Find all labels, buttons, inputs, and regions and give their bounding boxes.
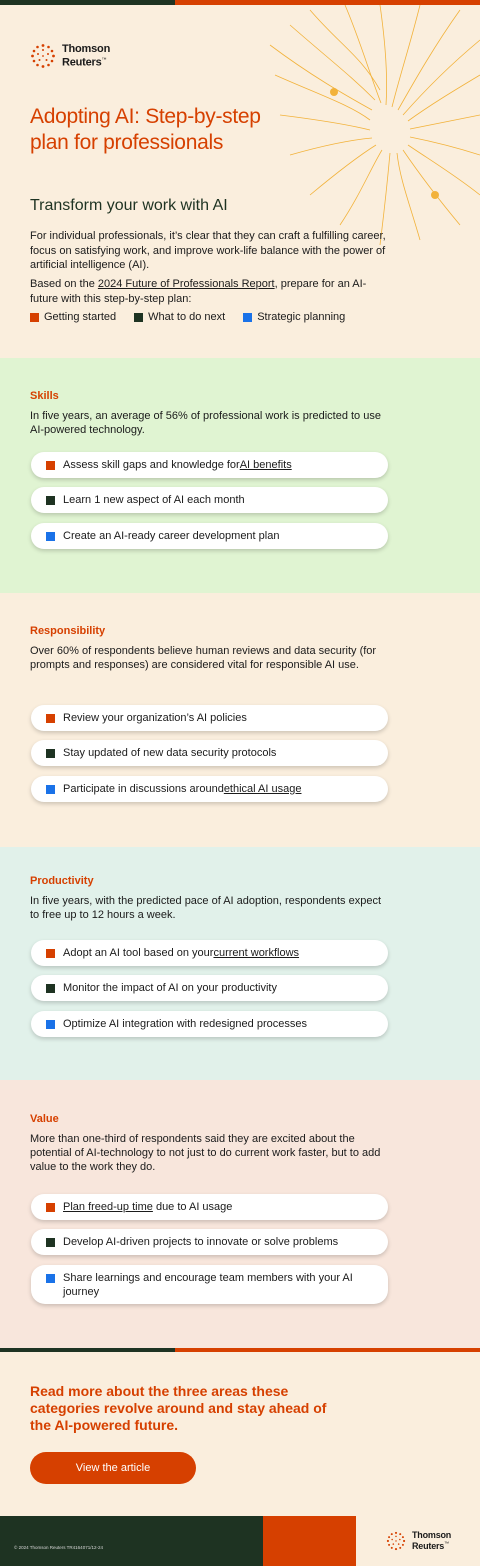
legend-item-getting-started: Getting started (30, 311, 116, 323)
dark-square-icon (134, 313, 143, 322)
legend (30, 311, 345, 323)
productivity-step-1[interactable]: Adopt an AI tool based on your current workflows (31, 940, 388, 966)
footer-logo-panel (356, 1516, 480, 1566)
blue-square-icon (46, 1274, 55, 1283)
plan-freed-up-time-link[interactable]: Plan freed-up time (63, 1201, 153, 1213)
responsibility-section (0, 593, 480, 847)
skills-description: In five years, an average of 56% of professional work is predicted to use AI-powered technology. (30, 410, 381, 436)
footer-logo-trademark: ™ (444, 1541, 449, 1547)
page-title: Adopting AI: Step-by-step plan for professionals (30, 105, 261, 154)
copyright-text: © 2024 Thomson Reuters TR4164071/12-24 (14, 1545, 103, 1550)
dark-square-icon (46, 496, 55, 505)
dark-square-icon (46, 749, 55, 758)
footer (0, 1516, 480, 1566)
footer-logo-word-thomson: Thomson (412, 1530, 452, 1540)
orange-square-icon (30, 313, 39, 322)
footer-logo-word-reuters: Reuters (412, 1541, 445, 1551)
skills-section (0, 358, 480, 593)
value-description: More than one-third of respondents said they are excited about the potential of AI-technology to not just to do current work faster, but to add value to the work they do. (30, 1133, 381, 1173)
blue-square-icon (46, 785, 55, 794)
value-step-1[interactable]: Plan freed-up time due to AI usage (31, 1194, 388, 1220)
responsibility-step-1[interactable]: Review your organization’s AI policies (31, 705, 388, 731)
logo-trademark: ™ (101, 56, 107, 63)
skills-heading: Skills (30, 390, 59, 402)
dark-square-icon (46, 1238, 55, 1247)
productivity-step-3[interactable]: Optimize AI integration with redesigned processes (31, 1011, 388, 1037)
responsibility-description: Over 60% of respondents believe human reviews and data security (for prompts and responses) are considered vital for responsible AI use. (30, 645, 377, 671)
skills-step-1[interactable]: Assess skill gaps and knowledge for AI benefits (31, 452, 388, 478)
based-on-paragraph: Based on the 2024 Future of Professionals Report, prepare for an AI-future with this step-by-step plan: (30, 278, 367, 305)
page-subtitle: Transform your work with AI (30, 197, 228, 214)
footer-orange-panel (263, 1516, 356, 1566)
report-link[interactable]: 2024 Future of Professionals Report (97, 278, 275, 290)
orange-square-icon (46, 1203, 55, 1212)
skills-step-3[interactable]: Create an AI-ready career development plan (31, 523, 388, 549)
thomson-reuters-logo (30, 43, 110, 69)
legend-item-strategic: Strategic planning (243, 311, 345, 323)
logo-wordmark (62, 44, 110, 69)
ai-benefits-link[interactable]: AI benefits (239, 459, 292, 471)
blue-square-icon (46, 532, 55, 541)
logo-dots-icon (30, 43, 56, 69)
footer-dark-panel (0, 1516, 263, 1566)
view-article-button[interactable]: View the article (30, 1452, 196, 1484)
ethical-ai-usage-link[interactable]: ethical AI usage (223, 783, 302, 795)
dark-square-icon (46, 984, 55, 993)
productivity-description: In five years, with the predicted pace of AI adoption, respondents expect to free up to 12 hours a week. (30, 895, 381, 921)
logo-word-thomson: Thomson (62, 42, 111, 55)
logo-dots-icon (386, 1531, 406, 1551)
productivity-section (0, 847, 480, 1080)
value-step-2[interactable]: Develop AI-driven projects to innovate or solve problems (31, 1229, 388, 1255)
footer-thomson-reuters-logo (386, 1531, 451, 1551)
blue-square-icon (243, 313, 252, 322)
value-section (0, 1080, 480, 1348)
productivity-heading: Productivity (30, 875, 94, 887)
cta-text: Read more about the three areas these categories revolve around and stay ahead of the AI-powered future. (30, 1383, 327, 1433)
value-step-3[interactable]: Share learnings and encourage team members with your AI journey (31, 1265, 388, 1304)
orange-square-icon (46, 461, 55, 470)
intro-paragraph: For individual professionals, it’s clear that they can craft a fulfilling career, focus on satisfying work, and improve work-life balance with the power of artificial intelligence (AI). (30, 230, 386, 271)
legend-item-what-next: What to do next (134, 311, 225, 323)
divider-orange-segment (175, 1348, 480, 1352)
value-heading: Value (30, 1113, 59, 1125)
logo-word-reuters: Reuters (62, 56, 102, 69)
responsibility-step-2[interactable]: Stay updated of new data security protocols (31, 740, 388, 766)
skills-step-2[interactable]: Learn 1 new aspect of AI each month (31, 487, 388, 513)
orange-square-icon (46, 949, 55, 958)
orange-square-icon (46, 714, 55, 723)
divider-dark-segment (0, 1348, 175, 1352)
responsibility-step-3[interactable]: Participate in discussions around ethical AI usage (31, 776, 388, 802)
hero-section (0, 5, 480, 358)
footer-logo-wordmark (412, 1531, 451, 1551)
current-workflows-link[interactable]: current workflows (213, 947, 300, 959)
section-divider-bar (0, 1348, 480, 1352)
responsibility-heading: Responsibility (30, 625, 106, 637)
productivity-step-2[interactable]: Monitor the impact of AI on your productivity (31, 975, 388, 1001)
blue-square-icon (46, 1020, 55, 1029)
